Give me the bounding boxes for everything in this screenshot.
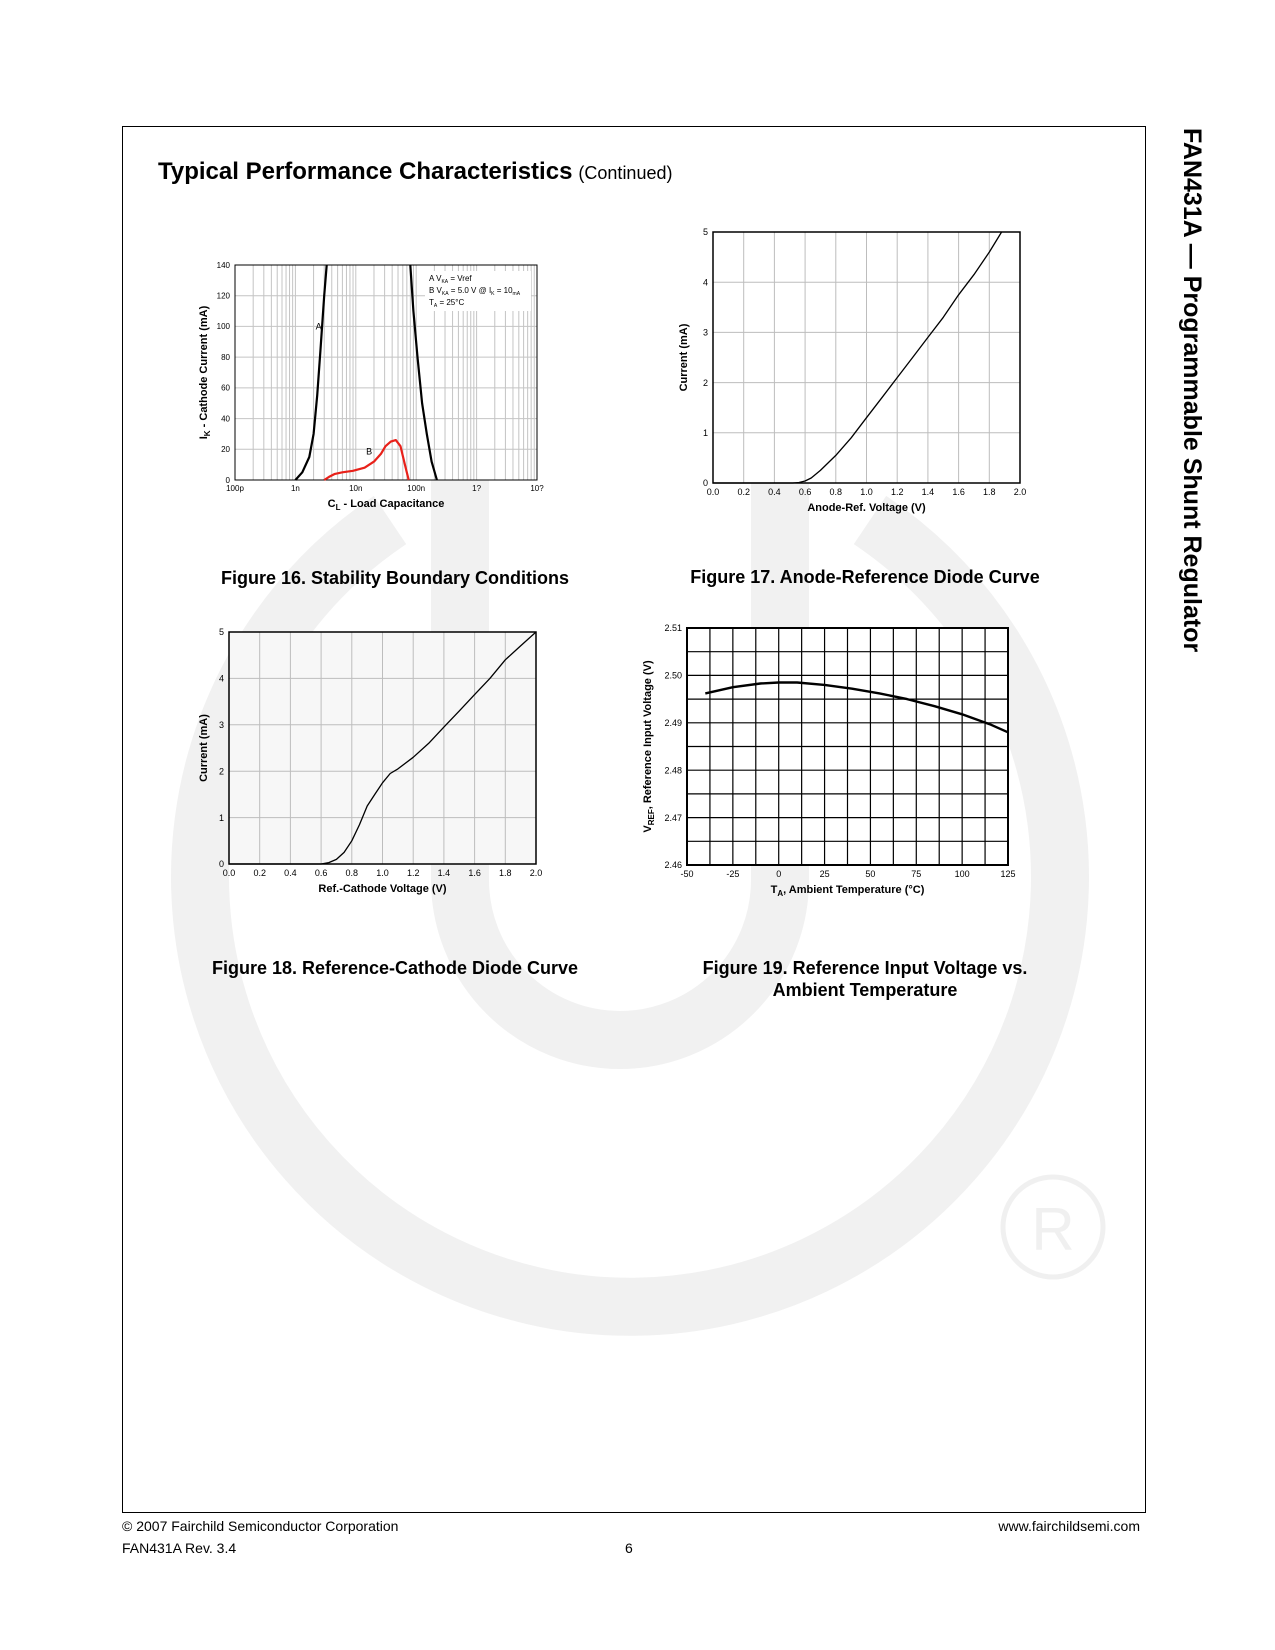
x-tick-label: 1.6 [952,487,965,497]
y-tick-label: 120 [216,291,230,301]
x-tick-label: 0.8 [345,868,359,878]
figure-19-caption-line2: Ambient Temperature [772,980,958,1000]
footer-url[interactable]: www.fairchildsemi.com [998,1518,1140,1534]
x-tick-label: 50 [865,869,876,879]
x-tick-label: 1.6 [468,868,481,878]
side-title-text: FAN431A — Programmable Shunt Regulator [1178,128,1206,653]
x-tick-label: 0.0 [222,868,236,878]
x-tick-label: 10n [349,484,363,493]
figure-16-caption [190,567,600,589]
x-tick-label: 1n [290,484,300,493]
figure-16-caption-text: Figure 16. Stability Boundary Conditions [220,568,570,588]
figure-17-caption-text: Figure 17. Anode-Reference Diode Curve [690,567,1040,587]
x-tick-label: 0.2 [737,487,750,497]
x-tick-label: 0.6 [314,868,328,878]
x-tick-label: 2.0 [529,868,543,878]
y-tick-label: 0 [702,478,708,489]
y-tick-label: 5 [218,627,224,638]
figure-18-chart [195,627,585,942]
y-tick-label: 1 [702,427,708,438]
x-tick-label: -25 [726,869,740,879]
side-title [1170,128,1206,653]
x-tick-label: 1.0 [376,868,389,878]
x-tick-label: -50 [680,869,694,879]
y-tick-label: 3 [218,719,224,730]
x-tick-label: 0.2 [253,868,266,878]
figure-19-caption-line1: Figure 19. Reference Input Voltage vs. [702,958,1028,978]
y-tick-label: 2.48 [664,765,682,776]
y-tick-label: 0 [225,475,230,485]
x-axis-label: Ref.-Cathode Voltage (V) [318,883,447,895]
series-label-a: A [315,321,322,332]
x-tick-label: 0.8 [829,487,843,497]
y-tick-label: 2.46 [664,860,682,871]
x-tick-label: 1.4 [921,487,935,497]
footer-page-number: 6 [625,1540,633,1556]
x-tick-label: 1.8 [983,487,996,497]
y-tick-label: 40 [221,414,230,424]
x-tick-label: 10? [530,484,544,493]
section-continued: (Continued) [578,163,673,183]
x-tick-label: 0.6 [798,487,812,497]
watermark-r-letter: R [1031,1196,1075,1263]
figure-19-chart [642,623,1075,944]
y-tick-label: 4 [702,277,708,288]
x-axis-label: $T_A$, Ambient Temperature (°C) [770,884,925,898]
y-tick-label: 100 [216,322,230,332]
section-title-text: Typical Performance Characteristics [158,158,573,185]
x-tick-label: 75 [911,869,922,879]
x-tick-label: 125 [1000,869,1016,879]
y-tick-label: 1 [218,812,224,823]
x-tick-label: 1.2 [406,868,420,878]
x-tick-label: 0.4 [768,487,781,497]
x-axis-label: Anode-Ref. Voltage (V) [807,502,926,514]
x-tick-label: 1.2 [890,487,904,497]
y-tick-label: 60 [221,383,230,393]
y-axis-label: $V_{REF}$, Reference Input Voltage (V) [642,660,656,833]
x-tick-label: 100 [954,869,970,879]
y-tick-label: 20 [221,445,230,455]
y-tick-label: 5 [702,227,708,238]
y-tick-label: 2 [218,766,224,777]
x-tick-label: 0 [776,869,782,879]
figure-19-caption [660,957,1070,1001]
y-tick-label: 2.47 [664,812,682,823]
x-tick-label: 100n [407,484,426,493]
figure-17-caption [660,566,1070,588]
series-label-b: B [366,446,373,457]
y-tick-label: 2.50 [664,670,682,681]
y-axis-label: $I_K$ - Cathode Current (mA) [198,305,212,440]
legend-line-b: B $V_{KA} = 5.0$ V @ $I_K = 10_{mA}$ [429,286,521,297]
y-tick-label: 80 [221,352,230,362]
y-tick-label: 140 [216,260,230,270]
x-axis-label: $C_L$ - Load Capacitance [327,498,445,512]
y-tick-label: 2 [702,377,708,388]
y-tick-label: 4 [218,673,224,684]
y-axis-label: Current (mA) [678,323,690,392]
legend-line-c: $T_A = 25^\circ C$ [429,298,465,309]
x-tick-label: 2.0 [1013,487,1027,497]
footer-revision: FAN431A Rev. 3.4 [122,1540,237,1556]
y-tick-label: 3 [702,327,708,338]
figure-18-caption [185,957,605,979]
y-axis-label: Current (mA) [198,714,210,782]
x-tick-label: 0.4 [284,868,297,878]
legend-line-a: A $V_{KA}$ = Vref [429,274,472,285]
x-tick-label: 1.4 [437,868,451,878]
y-tick-label: 0 [218,859,224,870]
x-tick-label: 25 [819,869,830,879]
y-tick-label: 2.51 [664,623,682,634]
footer-copyright: © 2007 Fairchild Semiconductor Corporation [122,1518,399,1534]
x-tick-label: 1.8 [499,868,512,878]
section-title [158,158,672,186]
figure-18-caption-text: Figure 18. Reference-Cathode Diode Curve [211,958,579,978]
figure-16-chart [195,262,585,542]
x-tick-label: 100p [226,484,244,493]
figure-17-chart [670,227,1050,542]
x-tick-label: 0.0 [706,487,720,497]
y-tick-label: 2.49 [664,717,682,728]
x-tick-label: 1.0 [860,487,873,497]
x-tick-label: 1? [472,484,482,493]
